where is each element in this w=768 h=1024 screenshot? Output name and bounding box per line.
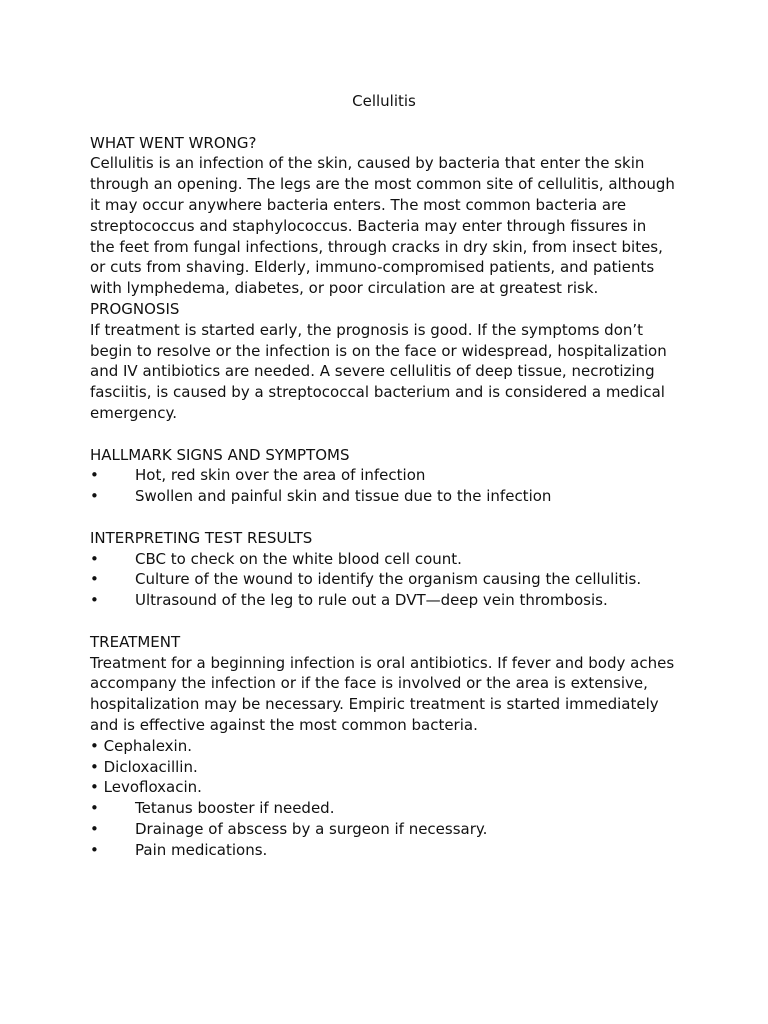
section-heading: WHAT WENT WRONG? — [90, 133, 257, 152]
list-item: • Levofloxacin. — [90, 778, 202, 797]
list-item-text: CBC to check on the white blood cell count. — [135, 549, 462, 568]
paragraph-line: streptococcus and staphylococcus. Bacteria may enter through fissures in — [90, 216, 647, 235]
bullet-marker: • — [90, 840, 99, 859]
paragraph-line: it may occur anywhere bacteria enters. The most common bacteria are — [90, 195, 627, 214]
section-treatment — [90, 632, 690, 861]
section-prognosis — [90, 299, 690, 424]
document-title: Cellulitis — [352, 92, 416, 110]
section-heading: INTERPRETING TEST RESULTS — [90, 528, 313, 547]
paragraph-line: emergency. — [90, 403, 177, 422]
spacer — [90, 424, 690, 445]
paragraph-line: and IV antibiotics are needed. A severe cellulitis of deep tissue, necrotizing — [90, 362, 655, 381]
section-heading: HALLMARK SIGNS AND SYMPTOMS — [90, 445, 350, 464]
list-item-text: Hot, red skin over the area of infection — [135, 466, 426, 485]
list-item — [90, 840, 690, 861]
paragraph-line: accompany the infection or if the face is involved or the area is extensive, — [90, 674, 648, 693]
document-page — [90, 91, 690, 860]
list-item-text: Drainage of abscess by a surgeon if necessary. — [135, 819, 488, 838]
list-item-text: Tetanus booster if needed. — [135, 799, 335, 818]
section-test-results — [90, 528, 690, 611]
list-item — [90, 569, 690, 590]
paragraph-line: Cellulitis is an infection of the skin, caused by bacteria that enter the skin — [90, 154, 645, 173]
bullet-marker: • — [90, 487, 99, 506]
paragraph-line: fasciitis, is caused by a streptococcal bacterium and is considered a medical — [90, 383, 665, 402]
paragraph-line: or cuts from shaving. Elderly, immuno-compromised patients, and patients — [90, 258, 655, 277]
list-item — [90, 486, 690, 507]
list-item — [90, 465, 690, 486]
list-item — [90, 798, 690, 819]
bullet-marker: • — [90, 799, 99, 818]
list-item-text: Pain medications. — [135, 840, 268, 859]
bullet-marker: • — [90, 570, 99, 589]
list-item-text: Ultrasound of the leg to rule out a DVT—deep vein thrombosis. — [135, 591, 608, 610]
section-heading: PROGNOSIS — [90, 299, 180, 318]
paragraph-line: through an opening. The legs are the most common site of cellulitis, although — [90, 175, 675, 194]
paragraph-line: and is effective against the most common bacteria. — [90, 715, 478, 734]
paragraph-line: Treatment for a beginning infection is oral antibiotics. If fever and body aches — [90, 653, 675, 672]
paragraph-line: with lymphedema, diabetes, or poor circulation are at greatest risk. — [90, 279, 599, 298]
list-item — [90, 819, 690, 840]
section-hallmark-signs — [90, 445, 690, 507]
spacer — [90, 112, 690, 133]
bullet-marker: • — [90, 591, 99, 610]
list-item-text: Culture of the wound to identify the organism causing the cellulitis. — [135, 570, 642, 589]
list-item: • Cephalexin. — [90, 736, 192, 755]
section-heading: TREATMENT — [90, 632, 181, 651]
paragraph-line: begin to resolve or the infection is on the face or widespread, hospitalization — [90, 341, 667, 360]
paragraph-line: the feet from fungal infections, through cracks in dry skin, from insect bites, — [90, 237, 663, 256]
list-item — [90, 590, 690, 611]
list-item: • Dicloxacillin. — [90, 757, 198, 776]
bullet-marker: • — [90, 466, 99, 485]
bullet-marker: • — [90, 549, 99, 568]
list-item-text: Swollen and painful skin and tissue due to the infection — [135, 487, 552, 506]
section-what-went-wrong — [90, 133, 690, 299]
paragraph-line: If treatment is started early, the prognosis is good. If the symptoms don’t — [90, 320, 644, 339]
bullet-marker: • — [90, 819, 99, 838]
spacer — [90, 507, 690, 528]
paragraph-line: hospitalization may be necessary. Empiric treatment is started immediately — [90, 695, 659, 714]
spacer — [90, 611, 690, 632]
list-item — [90, 549, 690, 570]
